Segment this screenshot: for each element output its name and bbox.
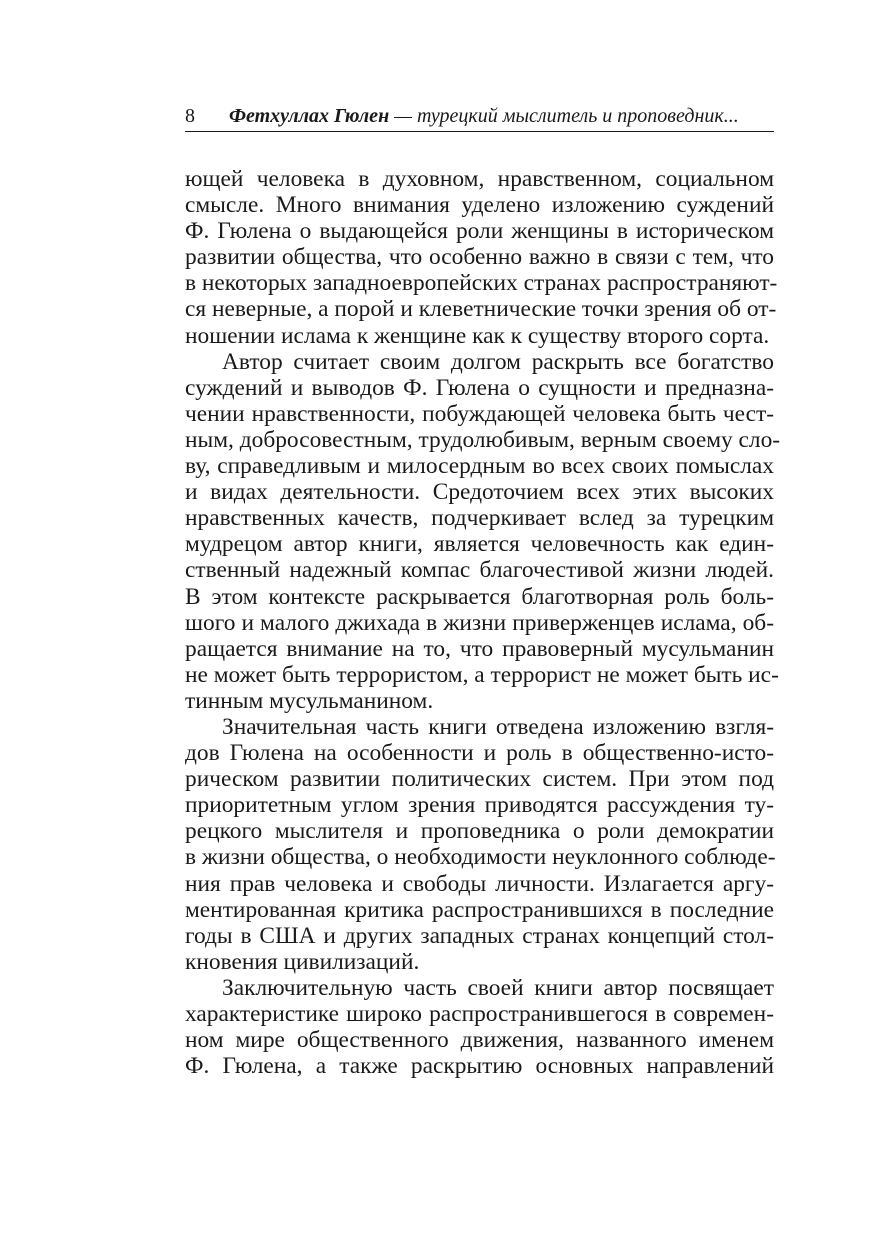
text-line: развитии общества, что особенно важно в связи с тем, что	[185, 244, 774, 271]
text-line: и видах деятельности. Средоточием всех этих высоких	[185, 479, 774, 506]
paragraph	[185, 714, 774, 975]
text-line: смысле. Много внимания уделено изложению суждений	[185, 192, 774, 219]
text-line: в некоторых западноевропейских странах распространяют-	[185, 270, 778, 297]
body-text	[185, 166, 781, 1080]
running-header	[185, 104, 774, 132]
text-line: ственный надежный компас благочестивой жизни людей.	[185, 557, 774, 584]
text-line: тинным мусульманином.	[185, 687, 434, 714]
header-author: Фетхуллах Гюлен	[229, 105, 390, 127]
text-line: ющей человека в духовном, нравственном, социальном	[185, 166, 774, 192]
text-line: ном мире общественного движения, названного именем	[185, 1027, 774, 1054]
text-line: ся неверные, а порой и клеветнические точки зрения об от-	[185, 296, 777, 323]
text-line: рецкого мыслителя и проповедника о роли демократии	[185, 818, 774, 845]
text-line: рическом развитии политических систем. При этом под	[185, 766, 774, 793]
text-line: ния прав человека и свободы личности. Излагается аргу-	[185, 870, 774, 897]
text-line: суждений и выводов Ф. Гюлена о сущности и предназна-	[185, 374, 774, 401]
text-line: кновения цивилизаций.	[185, 948, 420, 975]
text-line: Заключительную часть своей книги автор посвящает	[222, 974, 774, 1001]
text-line: характеристике широко распространившегося в современ-	[185, 1001, 774, 1027]
text-line: не может быть террористом, а террорист не может быть ис-	[185, 661, 779, 688]
text-line: ментированная критика распространившихся в последние	[185, 896, 774, 923]
text-line: нравственных качеств, подчеркивает вслед за турецким	[185, 505, 774, 532]
text-line: приоритетным углом зрения приводятся рассуждения ту-	[185, 792, 774, 819]
text-line: В этом контексте раскрывается благотворная роль боль-	[185, 583, 774, 610]
text-line: ращается внимание на то, что правоверный мусульманин	[185, 635, 774, 662]
text-line: годы в США и других западных странах концепций стол-	[185, 922, 774, 949]
text-line: ву, справедливым и милосердным во всех своих помыслах	[185, 453, 774, 480]
text-line: шого и малого джихада в жизни приверженцев ислама, об-	[185, 609, 774, 636]
text-line: ным, добросовестным, трудолюбивым, верным своему сло-	[185, 426, 781, 453]
text-line: дов Гюлена на особенности и роль в общественно-исто-	[185, 740, 774, 767]
paragraph	[185, 975, 774, 1079]
paragraph	[185, 348, 781, 714]
paragraph	[185, 166, 778, 349]
text-line: Ф. Гюлена о выдающейся роли женщины в историческом	[185, 218, 774, 245]
page-number: 8	[185, 105, 195, 127]
text-line: Автор считает своим долгом раскрыть все богатство	[222, 348, 774, 375]
text-line: Значительная часть книги отведена изложению взгля-	[222, 713, 774, 740]
text-line: ношении ислама к женщине как к существу второго сорта.	[185, 322, 770, 349]
text-line: Ф. Гюлена, а также раскрытию основных направлений	[185, 1053, 774, 1080]
text-line: мудрецом автор книги, является человечность как един-	[185, 531, 774, 558]
text-line: в жизни общества, о необходимости неуклонного соблюде-	[185, 844, 776, 871]
text-line: чении нравственности, побуждающей человека быть чест-	[185, 400, 774, 427]
header-subtitle: — турецкий мыслитель и проповедник...	[394, 105, 739, 127]
